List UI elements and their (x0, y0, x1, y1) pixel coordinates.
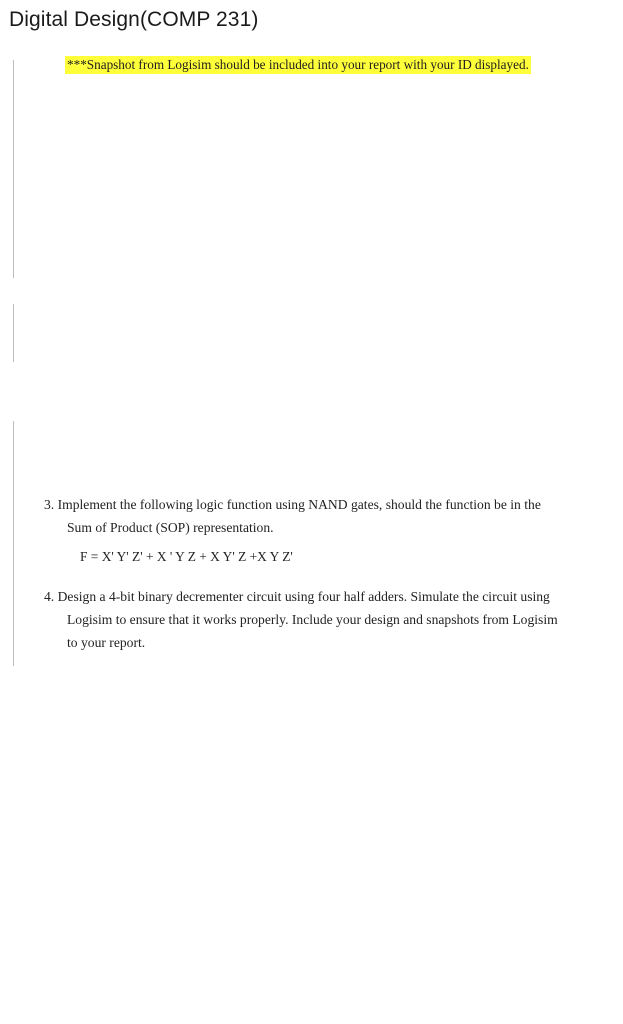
question-3-number: 3. (44, 497, 55, 512)
margin-line (13, 421, 14, 666)
question-4-number: 4. (44, 589, 55, 604)
question-3-line-1: 3. Implement the following logic function using NAND gates, should the function be in the (44, 497, 541, 512)
question-3-line-2: Sum of Product (SOP) representation. (67, 520, 274, 535)
question-3 (44, 493, 541, 539)
margin-line (13, 304, 14, 362)
logic-equation: F = X' Y' Z' + X ' Y Z + X Y' Z +X Y Z' (80, 549, 293, 564)
highlighted-note: ***Snapshot from Logisim should be included into your report with your ID displayed. (67, 57, 529, 72)
page-title: Digital Design(COMP 231) (9, 8, 259, 31)
question-4-line-2: Logisim to ensure that it works properly. Include your design and snapshots from Logisim (67, 612, 558, 627)
question-4 (44, 585, 558, 654)
margin-line (13, 60, 14, 278)
question-4-line-3: to your report. (67, 635, 146, 650)
question-4-line-1: 4. Design a 4-bit binary decrementer circuit using four half adders. Simulate the circuit using (44, 589, 550, 604)
